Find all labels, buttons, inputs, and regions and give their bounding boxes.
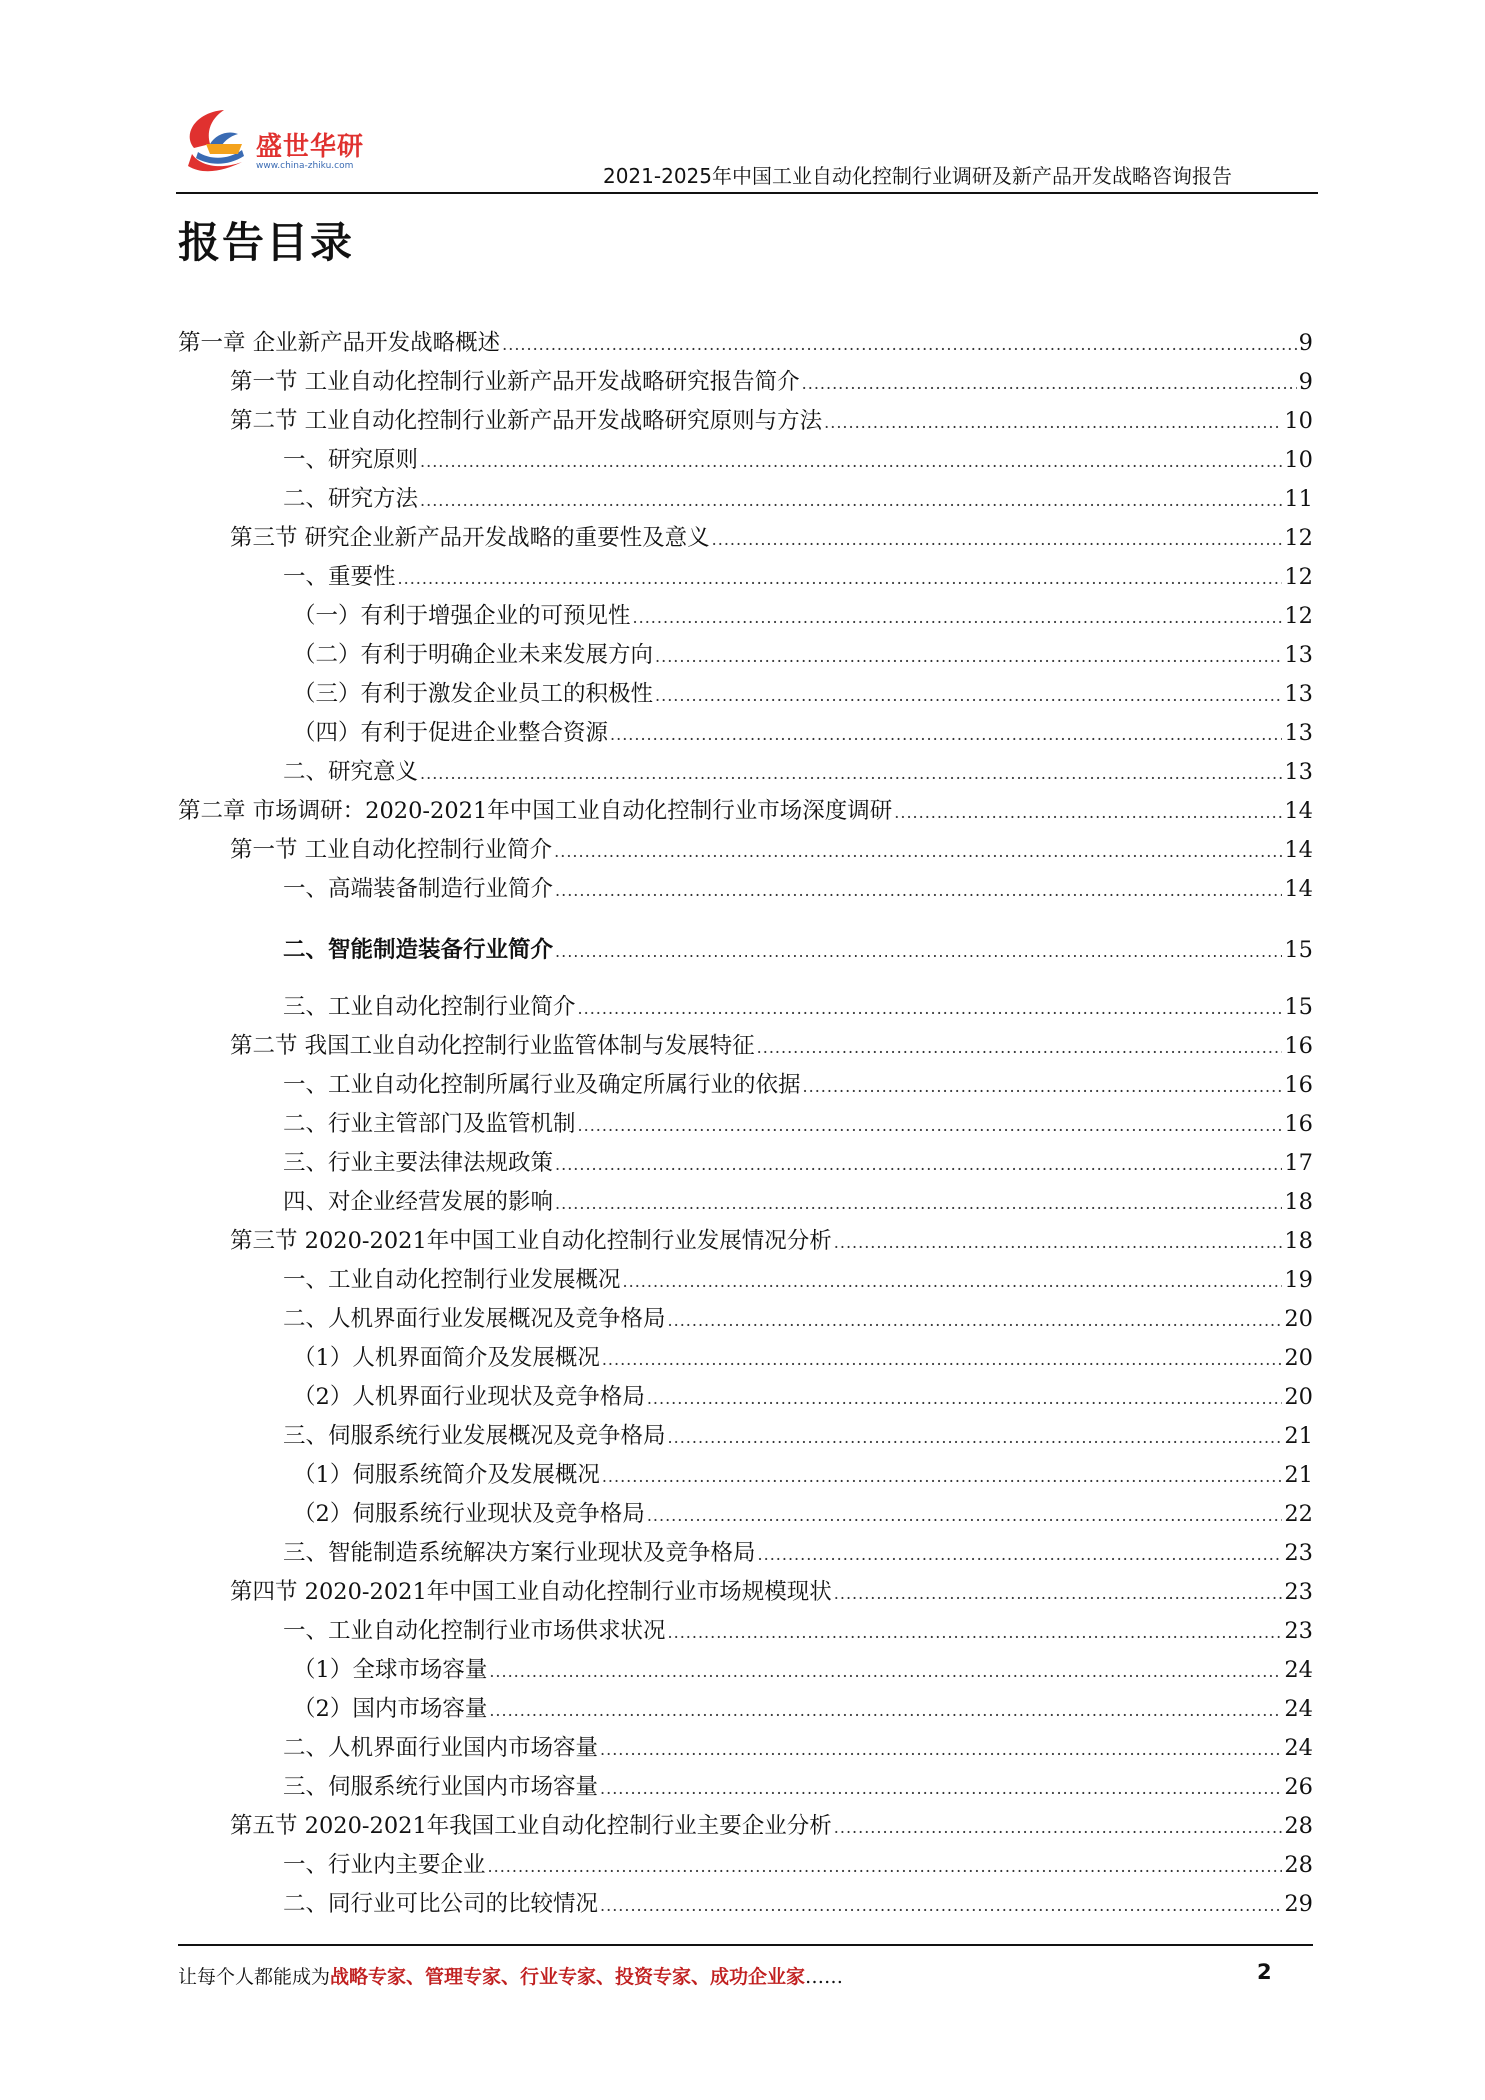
toc-dot-leader — [555, 942, 1282, 961]
toc-entry-page: 19 — [1284, 1267, 1313, 1293]
toc-dot-leader — [757, 1038, 1283, 1057]
toc-entry-page: 28 — [1284, 1813, 1313, 1839]
toc-dot-leader — [802, 374, 1297, 393]
toc-entry-page: 10 — [1284, 408, 1313, 434]
toc-entry-page: 22 — [1284, 1501, 1313, 1527]
toc-entry-page: 14 — [1284, 798, 1313, 824]
toc-dot-leader — [420, 764, 1282, 783]
toc-dot-leader — [602, 1467, 1283, 1486]
toc-entry-label: （四）有利于促进企业整合资源 — [293, 720, 609, 746]
toc-entry[interactable] — [178, 832, 1313, 871]
toc-entry-page: 24 — [1284, 1735, 1313, 1761]
footer-slogan-suffix: …… — [805, 1966, 844, 1988]
toc-entry-label: 第二节 工业自动化控制行业新产品开发战略研究原则与方法 — [230, 408, 823, 434]
toc-entry[interactable] — [178, 481, 1313, 520]
toc-entry-page: 16 — [1284, 1033, 1313, 1059]
footer-slogan-emphasis: 战略专家、管理专家、行业专家、投资专家、成功企业家 — [330, 1966, 806, 1988]
toc-entry-label: 一、重要性 — [283, 564, 396, 590]
toc-entry-label: （三）有利于激发企业员工的积极性 — [293, 681, 654, 707]
toc-entry[interactable] — [178, 559, 1313, 598]
logo-text: 盛世华研 — [256, 132, 365, 162]
toc-dot-leader — [555, 881, 1282, 900]
table-of-contents — [178, 325, 1313, 1925]
toc-entry[interactable] — [178, 442, 1313, 481]
toc-entry-page: 11 — [1284, 486, 1313, 512]
toc-dot-leader — [647, 1389, 1283, 1408]
toc-entry[interactable] — [178, 793, 1313, 832]
document-title: 2021-2025年中国工业自动化控制行业调研及新产品开发战略咨询报告 — [602, 164, 1232, 188]
toc-entry-page: 12 — [1284, 603, 1313, 629]
toc-dot-leader — [488, 1857, 1283, 1876]
toc-entry[interactable] — [178, 932, 1313, 974]
toc-entry[interactable] — [178, 871, 1313, 910]
toc-entry[interactable] — [178, 1847, 1313, 1886]
toc-entry[interactable] — [178, 1106, 1313, 1145]
toc-entry[interactable] — [178, 1067, 1313, 1106]
header-divider — [176, 192, 1318, 194]
toc-entry[interactable] — [178, 715, 1313, 754]
toc-entry-label: 二、人机界面行业国内市场容量 — [283, 1735, 599, 1761]
toc-entry-page: 24 — [1284, 1657, 1313, 1683]
toc-entry-page: 15 — [1284, 994, 1313, 1020]
toc-dot-leader — [834, 1584, 1283, 1603]
toc-entry-page: 29 — [1284, 1891, 1313, 1917]
toc-entry-page: 9 — [1298, 330, 1313, 356]
toc-entry-label: 二、研究意义 — [283, 759, 419, 785]
toc-entry-label: （二）有利于明确企业未来发展方向 — [293, 642, 654, 668]
toc-entry[interactable] — [178, 598, 1313, 637]
toc-entry-page: 13 — [1284, 720, 1313, 746]
toc-entry-label: 第二节 我国工业自动化控制行业监管体制与发展特征 — [230, 1033, 755, 1059]
toc-entry-page: 21 — [1284, 1462, 1313, 1488]
toc-entry-label: 一、高端装备制造行业简介 — [283, 876, 554, 902]
toc-entry[interactable] — [178, 1652, 1313, 1691]
toc-entry[interactable] — [178, 1730, 1313, 1769]
toc-dot-leader — [623, 1272, 1283, 1291]
toc-dot-leader — [600, 1779, 1282, 1798]
toc-entry[interactable] — [178, 1691, 1313, 1730]
toc-entry[interactable] — [178, 637, 1313, 676]
toc-entry-label: 第二章 市场调研：2020-2021年中国工业自动化控制行业市场深度调研 — [178, 798, 893, 824]
toc-entry-label: 三、工业自动化控制行业简介 — [283, 994, 576, 1020]
toc-dot-leader — [647, 1506, 1283, 1525]
toc-entry-label: 二、行业主管部门及监管机制 — [283, 1111, 576, 1137]
toc-entry-page: 15 — [1284, 937, 1313, 963]
toc-entry-label: 第三节 研究企业新产品开发战略的重要性及意义 — [230, 525, 710, 551]
toc-entry[interactable] — [178, 325, 1313, 364]
toc-dot-leader — [600, 1896, 1282, 1915]
toc-entry-page: 16 — [1284, 1072, 1313, 1098]
toc-entry-page: 13 — [1284, 642, 1313, 668]
page-header — [176, 104, 1318, 196]
toc-dot-leader — [502, 335, 1297, 354]
toc-entry[interactable] — [178, 1184, 1313, 1223]
toc-entry[interactable] — [178, 1535, 1313, 1574]
toc-entry[interactable] — [178, 1028, 1313, 1067]
toc-entry-page: 23 — [1284, 1579, 1313, 1605]
toc-entry-page: 18 — [1284, 1189, 1313, 1215]
toc-entry-label: 第五节 2020-2021年我国工业自动化控制行业主要企业分析 — [230, 1813, 832, 1839]
toc-entry-page: 12 — [1284, 525, 1313, 551]
toc-dot-leader — [633, 608, 1283, 627]
toc-dot-leader — [600, 1740, 1282, 1759]
toc-dot-leader — [668, 1311, 1283, 1330]
page-number: 2 — [1257, 1960, 1272, 1984]
toc-entry-label: 第四节 2020-2021年中国工业自动化控制行业市场规模现状 — [230, 1579, 832, 1605]
toc-entry-label: 二、研究方法 — [283, 486, 419, 512]
toc-entry-label: 一、研究原则 — [283, 447, 419, 473]
toc-entry[interactable] — [178, 1613, 1313, 1652]
toc-entry[interactable] — [178, 1379, 1313, 1418]
toc-dot-leader — [834, 1818, 1283, 1837]
toc-entry[interactable] — [178, 403, 1313, 442]
toc-dot-leader — [668, 1623, 1283, 1642]
toc-entry[interactable] — [178, 1301, 1313, 1340]
toc-entry[interactable] — [178, 1574, 1313, 1613]
footer-slogan — [178, 1962, 843, 1989]
toc-entry-label: 第一章 企业新产品开发战略概述 — [178, 330, 501, 356]
toc-dot-leader — [834, 1233, 1283, 1252]
toc-entry-label: 一、工业自动化控制所属行业及确定所属行业的依据 — [283, 1072, 801, 1098]
toc-dot-leader — [712, 530, 1283, 549]
toc-entry-label: （1）伺服系统简介及发展概况 — [293, 1462, 600, 1488]
toc-entry[interactable] — [178, 364, 1313, 403]
toc-entry-label: 三、行业主要法律法规政策 — [283, 1150, 554, 1176]
toc-entry-label: 一、行业内主要企业 — [283, 1852, 486, 1878]
toc-dot-leader — [554, 842, 1282, 861]
toc-dot-leader — [668, 1428, 1283, 1447]
toc-entry-page: 28 — [1284, 1852, 1313, 1878]
toc-entry[interactable] — [178, 1769, 1313, 1808]
toc-entry-page: 23 — [1284, 1618, 1313, 1644]
toc-entry-page: 16 — [1284, 1111, 1313, 1137]
toc-dot-leader — [655, 647, 1282, 666]
toc-entry-page: 10 — [1284, 447, 1313, 473]
page-title: 报告目录 — [178, 218, 355, 267]
toc-entry-page: 20 — [1284, 1306, 1313, 1332]
toc-dot-leader — [555, 1194, 1282, 1213]
toc-entry-label: 第一节 工业自动化控制行业简介 — [230, 837, 553, 863]
toc-entry-label: 第一节 工业自动化控制行业新产品开发战略研究报告简介 — [230, 369, 800, 395]
footer-slogan-prefix: 让每个人都能成为 — [178, 1966, 331, 1988]
toc-entry-page: 24 — [1284, 1696, 1313, 1722]
logo-url: www.china-zhiku.com — [256, 161, 354, 171]
toc-dot-leader — [578, 1116, 1283, 1135]
toc-entry-label: （一）有利于增强企业的可预见性 — [293, 603, 631, 629]
toc-entry-label: 三、伺服系统行业国内市场容量 — [283, 1774, 599, 1800]
toc-entry-label: （1）全球市场容量 — [293, 1657, 488, 1683]
toc-entry[interactable] — [178, 1145, 1313, 1184]
toc-entry-page: 18 — [1284, 1228, 1313, 1254]
toc-entry-page: 13 — [1284, 681, 1313, 707]
toc-entry-label: （1）人机界面简介及发展概况 — [293, 1345, 600, 1371]
toc-entry-label: 一、工业自动化控制行业发展概况 — [283, 1267, 621, 1293]
footer-divider — [178, 1944, 1313, 1946]
toc-entry-page: 26 — [1284, 1774, 1313, 1800]
toc-entry[interactable] — [178, 1457, 1313, 1496]
toc-entry-label: 二、智能制造装备行业简介 — [283, 937, 554, 963]
toc-entry-label: 二、人机界面行业发展概况及竞争格局 — [283, 1306, 666, 1332]
toc-entry[interactable] — [178, 989, 1313, 1028]
toc-entry[interactable] — [178, 1340, 1313, 1379]
toc-entry-page: 14 — [1284, 876, 1313, 902]
toc-dot-leader — [489, 1701, 1282, 1720]
toc-dot-leader — [555, 1155, 1282, 1174]
toc-entry-label: （2）伺服系统行业现状及竞争格局 — [293, 1501, 645, 1527]
toc-dot-leader — [420, 491, 1282, 510]
toc-entry[interactable] — [178, 1262, 1313, 1301]
toc-entry-label: （2）国内市场容量 — [293, 1696, 488, 1722]
toc-dot-leader — [824, 413, 1282, 432]
toc-entry-label: 第三节 2020-2021年中国工业自动化控制行业发展情况分析 — [230, 1228, 832, 1254]
toc-entry[interactable] — [178, 1886, 1313, 1925]
toc-entry-label: 三、智能制造系统解决方案行业现状及竞争格局 — [283, 1540, 756, 1566]
toc-entry-page: 14 — [1284, 837, 1313, 863]
toc-entry-page: 12 — [1284, 564, 1313, 590]
toc-dot-leader — [420, 452, 1282, 471]
toc-dot-leader — [758, 1545, 1283, 1564]
toc-entry[interactable] — [178, 1223, 1313, 1262]
toc-entry-page: 9 — [1298, 369, 1313, 395]
toc-entry[interactable] — [178, 1808, 1313, 1847]
toc-entry-page: 21 — [1284, 1423, 1313, 1449]
toc-entry[interactable] — [178, 754, 1313, 793]
toc-entry[interactable] — [178, 520, 1313, 559]
toc-dot-leader — [578, 999, 1283, 1018]
toc-dot-leader — [398, 569, 1283, 588]
toc-entry-page: 20 — [1284, 1384, 1313, 1410]
toc-dot-leader — [894, 803, 1282, 822]
toc-entry-label: 二、同行业可比公司的比较情况 — [283, 1891, 599, 1917]
toc-entry[interactable] — [178, 676, 1313, 715]
toc-entry-label: 四、对企业经营发展的影响 — [283, 1189, 554, 1215]
toc-entry-label: 一、工业自动化控制行业市场供求状况 — [283, 1618, 666, 1644]
toc-entry-label: 三、伺服系统行业发展概况及竞争格局 — [283, 1423, 666, 1449]
toc-entry-page: 23 — [1284, 1540, 1313, 1566]
toc-dot-leader — [602, 1350, 1283, 1369]
toc-entry[interactable] — [178, 1418, 1313, 1457]
toc-entry-page: 13 — [1284, 759, 1313, 785]
toc-entry-label: （2）人机界面行业现状及竞争格局 — [293, 1384, 645, 1410]
toc-dot-leader — [610, 725, 1282, 744]
toc-dot-leader — [655, 686, 1282, 705]
toc-dot-leader — [489, 1662, 1282, 1681]
toc-entry-page: 20 — [1284, 1345, 1313, 1371]
toc-entry[interactable] — [178, 1496, 1313, 1535]
toc-entry-page: 17 — [1284, 1150, 1313, 1176]
toc-dot-leader — [803, 1077, 1283, 1096]
